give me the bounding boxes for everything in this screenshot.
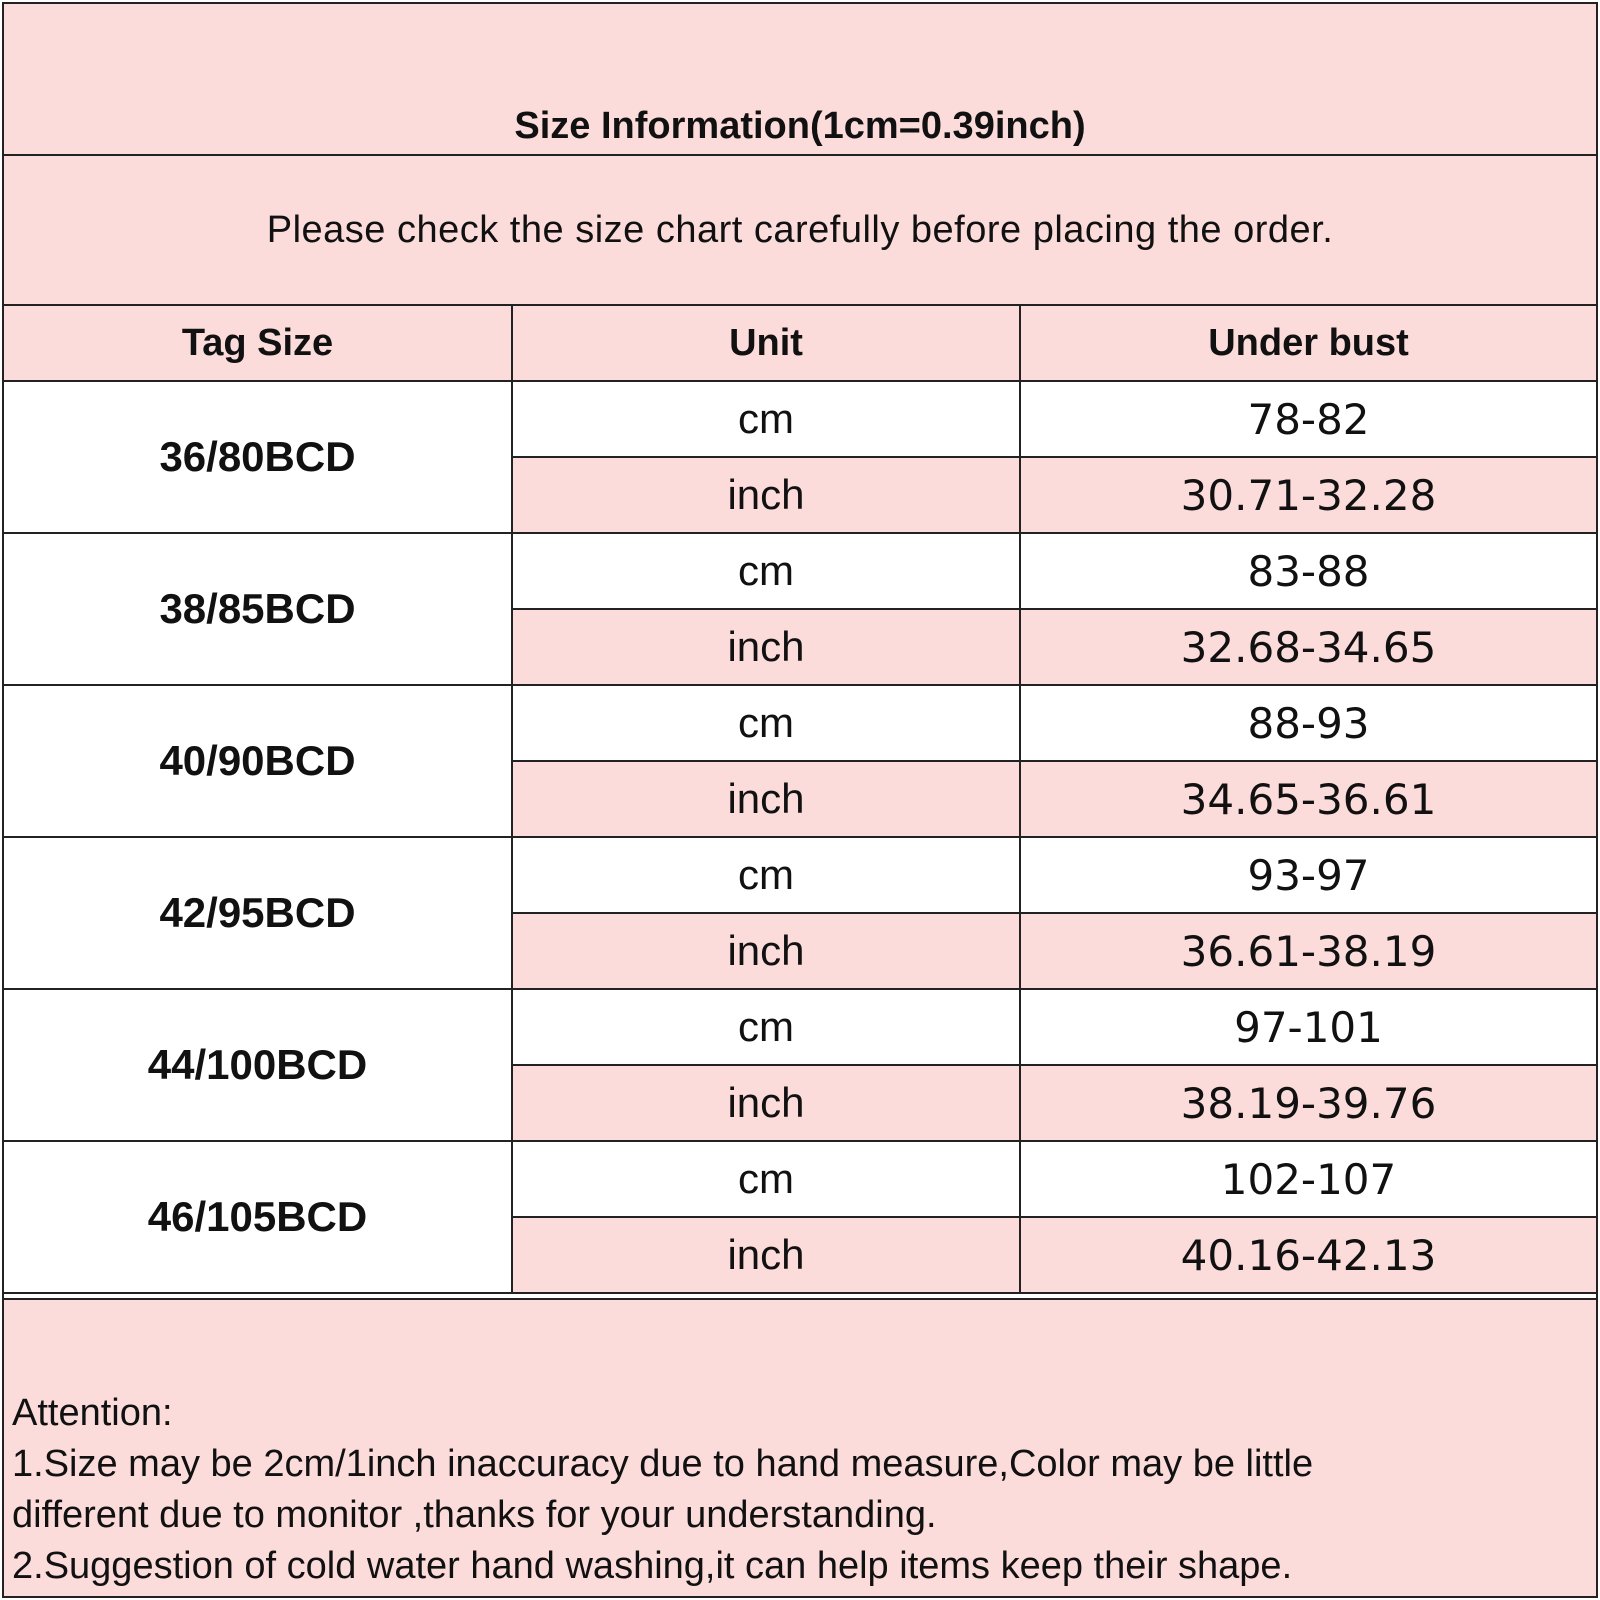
unit-cell-cm: cm [512, 381, 1020, 457]
under-bust-inch-cell: 32.68-34.65 [1020, 609, 1596, 685]
size-table [4, 306, 1596, 1294]
table-row [4, 685, 1596, 761]
under-bust-inch-cell: 36.61-38.19 [1020, 913, 1596, 989]
unit-cell-inch: inch [512, 761, 1020, 837]
under-bust-cm-cell: 102-107 [1020, 1141, 1596, 1217]
unit-cell-inch: inch [512, 457, 1020, 533]
under-bust-cm-cell: 93-97 [1020, 837, 1596, 913]
under-bust-cm-cell: 83-88 [1020, 533, 1596, 609]
attention-section [4, 1298, 1596, 1596]
size-chart [2, 2, 1598, 1598]
under-bust-cm-cell: 88-93 [1020, 685, 1596, 761]
table-row [4, 1141, 1596, 1217]
attention-line: 2.Suggestion of cold water hand washing,it can help items keep their shape. [12, 1545, 1293, 1587]
header-row [4, 306, 1596, 381]
tag-size-cell: 40/90BCD [4, 685, 512, 837]
unit-cell-cm: cm [512, 685, 1020, 761]
notice-row [4, 156, 1596, 306]
unit-cell-cm: cm [512, 837, 1020, 913]
table-row [4, 533, 1596, 609]
title-row [4, 4, 1596, 156]
tag-size-cell: 36/80BCD [4, 381, 512, 533]
under-bust-inch-cell: 40.16-42.13 [1020, 1217, 1596, 1293]
table-row [4, 381, 1596, 457]
header-tag-size: Tag Size [4, 306, 512, 381]
notice-text: Please check the size chart carefully before placing the order. [266, 208, 1334, 251]
table-row [4, 837, 1596, 913]
attention-heading: Attention: [12, 1392, 173, 1434]
unit-cell-inch: inch [512, 1217, 1020, 1293]
unit-cell-inch: inch [512, 1065, 1020, 1141]
unit-cell-cm: cm [512, 533, 1020, 609]
under-bust-inch-cell: 38.19-39.76 [1020, 1065, 1596, 1141]
unit-cell-inch: inch [512, 913, 1020, 989]
attention-line: 1.Size may be 2cm/1inch inaccuracy due to hand measure,Color may be little [12, 1443, 1314, 1485]
unit-cell-cm: cm [512, 989, 1020, 1065]
under-bust-cm-cell: 97-101 [1020, 989, 1596, 1065]
under-bust-cm-cell: 78-82 [1020, 381, 1596, 457]
under-bust-inch-cell: 30.71-32.28 [1020, 457, 1596, 533]
tag-size-cell: 38/85BCD [4, 533, 512, 685]
tag-size-cell: 42/95BCD [4, 837, 512, 989]
header-under-bust: Under bust [1020, 306, 1596, 381]
table-row [4, 989, 1596, 1065]
header-unit: Unit [512, 306, 1020, 381]
attention-line: different due to monitor ,thanks for your understanding. [12, 1494, 937, 1536]
unit-cell-inch: inch [512, 609, 1020, 685]
tag-size-cell: 44/100BCD [4, 989, 512, 1141]
unit-cell-cm: cm [512, 1141, 1020, 1217]
page-title: Size Information(1cm=0.39inch) [514, 105, 1086, 147]
tag-size-cell: 46/105BCD [4, 1141, 512, 1293]
under-bust-inch-cell: 34.65-36.61 [1020, 761, 1596, 837]
